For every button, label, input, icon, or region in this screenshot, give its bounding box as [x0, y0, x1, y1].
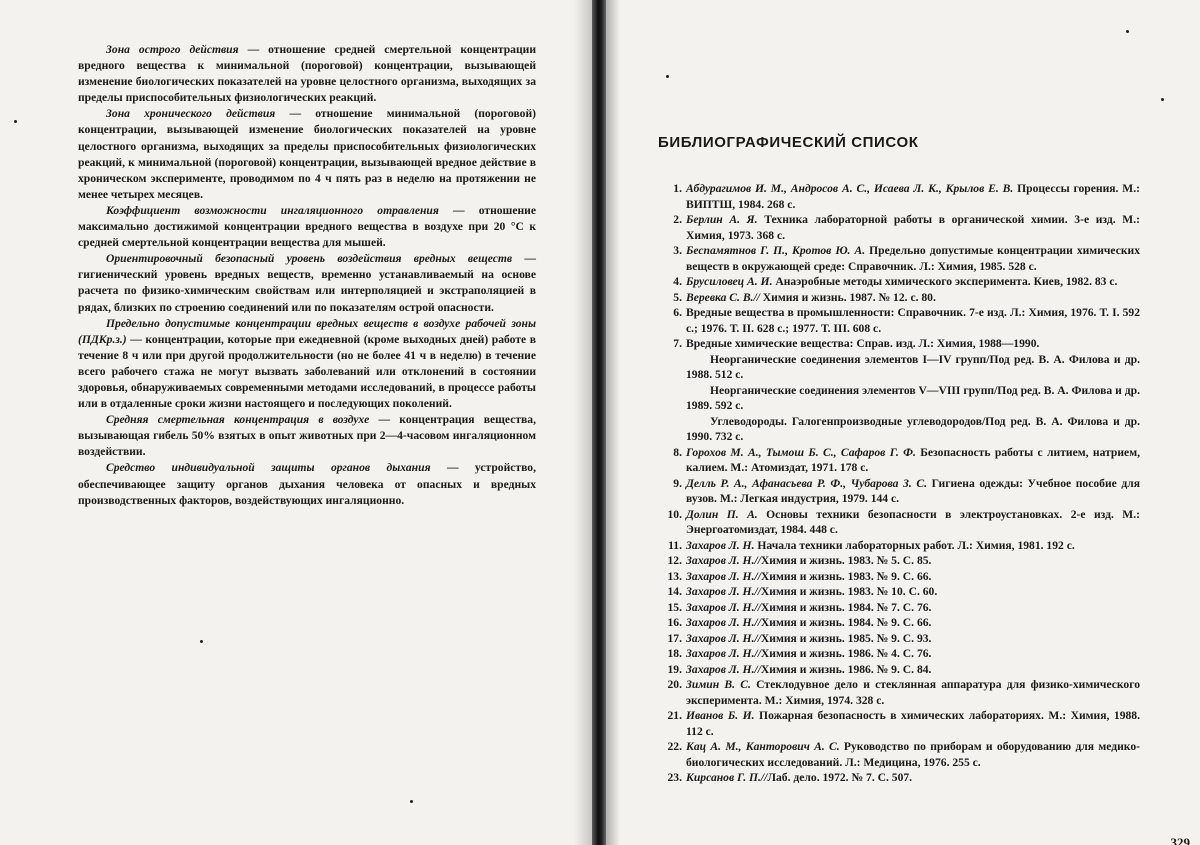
bibliography-entry [660, 243, 1140, 274]
entry-author: Зимин В. С. [686, 678, 751, 691]
glossary-paragraph [78, 106, 536, 203]
entry-author: Захаров Л. Н.// [686, 663, 761, 676]
left-page-shadow [574, 0, 592, 845]
glossary-term: Коэффициент возможности ингаляционного отравления [106, 204, 439, 217]
entry-number: 1. [660, 181, 682, 197]
right-page-shadow [606, 0, 620, 845]
entry-number: 13. [660, 569, 682, 585]
entry-text: Анаэробные методы химического эксперимента. Киев, 1982. 83 с. [772, 275, 1117, 288]
entry-text: Пожарная безопасность в химических лабораториях. М.: Химия, 1988. 112 с. [686, 709, 1140, 738]
bibliography-entry [660, 739, 1140, 770]
bibliography-entry [660, 615, 1140, 631]
glossary-definition: — отношение средней смертельной концентрации вредного вещества к минимальной (пороговой) концентрации, вызывающей изменение биологических показателей на уровне целостного организма, выходящих за пределы приспособительных физиологических реакций. [78, 43, 536, 104]
entry-author: Веревка С. В.// [686, 291, 760, 304]
entry-text: Основы техники безопасности в электроустановках. 2-е изд. М.: Энергоатомиздат, 1984. 448 с. [686, 508, 1140, 537]
entry-author: Захаров Л. Н.// [686, 647, 761, 660]
glossary-definition: — концентрации, которые при ежедневной (кроме выходных дней) работе в течение 8 ч или при другой продолжительности (но не более 41 ч в неделю) в течение всего рабочего стажа не могут вызвать заболеваний или отклонений в состоянии здоровья, обнаруживаемых современными методами исследований, в процессе работы или в отдаленные сроки жизни настоящего и последующих поколений. [78, 333, 536, 410]
bibliography-entry [660, 212, 1140, 243]
entry-author: Захаров Л. Н.// [686, 570, 761, 583]
entry-number: 10. [660, 507, 682, 523]
bibliography-entry [660, 646, 1140, 662]
entry-text: Химия и жизнь. 1985. № 9. С. 93. [761, 632, 932, 645]
bibliography-entry [660, 708, 1140, 739]
entry-author: Захаров Л. Н.// [686, 601, 761, 614]
bibliography-entry [660, 584, 1140, 600]
entry-author: Горохов М. А., Тымош Б. С., Сафаров Г. Ф. [686, 446, 916, 459]
glossary-definition: — концентрация вещества, вызывающая гибель 50% взятых в опыт животных при 2—4-часовом ингаляционном воздействии. [78, 413, 536, 458]
glossary-text [78, 42, 536, 509]
entry-text: Руководство по приборам и оборудованию для медико-биологических исследований. Л.: Медицина, 1976. 255 с. [686, 740, 1140, 769]
right-page [606, 0, 1200, 845]
glossary-paragraph [78, 203, 536, 251]
scan-speck [200, 640, 203, 643]
entry-text: Вредные химические вещества: Справ. изд. Л.: Химия, 1988—1990. [686, 337, 1039, 350]
entry-text: Процессы горения. М.: ВИПТШ, 1984. 268 с. [686, 182, 1140, 211]
entry-number: 14. [660, 584, 682, 600]
entry-author: Долин П. А. [686, 508, 758, 521]
entry-number: 7. [660, 336, 682, 352]
entry-text: Безопасность работы с литием, натрием, калием. М.: Атомиздат, 1971. 178 с. [686, 446, 1140, 475]
entry-number: 16. [660, 615, 682, 631]
scan-speck [410, 800, 413, 803]
bibliography-entry [660, 181, 1140, 212]
bibliography-entry [660, 476, 1140, 507]
entry-author: Захаров Л. Н.// [686, 632, 761, 645]
entry-text: Начала техники лабораторных работ. Л.: Химия, 1981. 192 с. [754, 539, 1074, 552]
entry-number: 17. [660, 631, 682, 647]
glossary-term: Средняя смертельная концентрация в воздухе [106, 413, 369, 426]
entry-author: Иванов Б. И. [686, 709, 755, 722]
bibliography-entry [660, 631, 1140, 647]
entry-author: Захаров Л. Н.// [686, 554, 761, 567]
entry-author: Берлин А. Я. [686, 213, 758, 226]
bibliography-entry [660, 662, 1140, 678]
entry-number: 22. [660, 739, 682, 755]
entry-text: Химия и жизнь. 1987. № 12. с. 80. [760, 291, 936, 304]
entry-text: Химия и жизнь. 1984. № 7. С. 76. [761, 601, 932, 614]
entry-text: Химия и жизнь. 1983. № 10. С. 60. [761, 585, 937, 598]
entry-author: Захаров Л. Н.// [686, 616, 761, 629]
entry-number: 8. [660, 445, 682, 461]
entry-text: Гигиена одежды: Учебное пособие для вузов. М.: Легкая индустрия, 1979. 144 с. [686, 477, 1140, 506]
bibliography-subentry: Углеводороды. Галогенпроизводные углеводородов/Под ред. В. А. Филова и др. 1990. 732 с. [686, 414, 1140, 445]
bibliography-entry [660, 290, 1140, 306]
bibliography-entry [660, 507, 1140, 538]
bibliography-subentries [660, 352, 1140, 445]
entry-author: Кирсанов Г. П.// [686, 771, 767, 784]
bibliography-entry [660, 553, 1140, 569]
bibliography-entry [660, 445, 1140, 476]
entry-author: Захаров Л. Н.// [686, 585, 761, 598]
bibliography-entry [660, 677, 1140, 708]
bibliography-entry [660, 538, 1140, 554]
bibliography-list [660, 181, 1140, 786]
glossary-term: Предельно допустимые концентрации вредных веществ в воздухе рабочей зоны (ПДКр.з.) [78, 317, 536, 346]
left-page [0, 0, 592, 845]
entry-text: Химия и жизнь. 1984. № 9. С. 66. [761, 616, 932, 629]
bibliography-subentry: Неорганические соединения элементов I—IV групп/Под ред. В. А. Филова и др. 1988. 512 с. [686, 352, 1140, 383]
entry-text: Химия и жизнь. 1983. № 5. С. 85. [761, 554, 932, 567]
entry-text: Лаб. дело. 1972. № 7. С. 507. [767, 771, 912, 784]
bibliography-entry [660, 569, 1140, 585]
entry-text: Химия и жизнь. 1986. № 4. С. 76. [761, 647, 932, 660]
scan-speck [1161, 98, 1164, 101]
entry-number: 23. [660, 770, 682, 786]
glossary-term: Зона острого действия [106, 43, 239, 56]
bibliography-entry [660, 770, 1140, 786]
entry-number: 5. [660, 290, 682, 306]
entry-number: 4. [660, 274, 682, 290]
scan-speck [14, 120, 17, 123]
glossary-definition: — устройство, обеспечивающее защиту органов дыхания человека от опасных и вредных производственных факторов, воздействующих ингаляционно. [78, 461, 536, 506]
entry-text: Химия и жизнь. 1986. № 9. С. 84. [761, 663, 932, 676]
entry-number: 3. [660, 243, 682, 259]
entry-text: Техника лабораторной работы в органической химии. 3-е изд. М.: Химия, 1973. 368 с. [686, 213, 1140, 242]
book-gutter [592, 0, 606, 845]
bibliography-title: БИБЛИОГРАФИЧЕСКИЙ СПИСОК [658, 134, 919, 151]
bibliography-entry [660, 600, 1140, 616]
entry-number: 6. [660, 305, 682, 321]
entry-number: 15. [660, 600, 682, 616]
glossary-paragraph [78, 42, 536, 106]
entry-author: Брусиловец А. И. [686, 275, 772, 288]
entry-text: Химия и жизнь. 1983. № 9. С. 66. [761, 570, 932, 583]
bibliography-subentry: Неорганические соединения элементов V—VIII групп/Под ред. В. А. Филова и др. 1989. 592 с. [686, 383, 1140, 414]
bibliography-entry [660, 336, 1140, 352]
entry-number: 9. [660, 476, 682, 492]
glossary-paragraph [78, 460, 536, 508]
glossary-definition: — отношение минимальной (пороговой) концентрации, вызывающей изменение биологических показателей на уровне целостного организма, выходящих за пределы приспособительных физиологических реакций, к минимальной (пороговой) концентрации, вызывающей вредное действие в хроническом эксперименте, проводимом по 4 ч пять раз в неделю на протяжении не менее четырех месяцев. [78, 107, 536, 200]
entry-number: 11. [660, 538, 682, 554]
glossary-term: Ориентировочный безопасный уровень воздействия вредных веществ [106, 252, 512, 265]
glossary-paragraph [78, 412, 536, 460]
entry-number: 19. [660, 662, 682, 678]
scan-speck [666, 75, 669, 78]
page-number: 329 [1171, 835, 1191, 845]
entry-author: Абдурагимов И. М., Андросов А. С., Исаева Л. К., Крылов Е. В. [686, 182, 1013, 195]
glossary-definition: — отношение максимально достижимой концентрации вредного вещества в воздухе при 20 °С к средней смертельной концентрации вещества для мышей. [78, 204, 536, 249]
entry-author: Захаров Л. Н. [686, 539, 754, 552]
glossary-definition: — гигиенический уровень вредных веществ, временно устанавливаемый на основе расчета по физико-химическим свойствам или интерполяцией и экстраполяцией в рядах, близких по строению соединений или по показателям острой опасности. [78, 252, 536, 313]
entry-text: Стеклодувное дело и стеклянная аппаратура для физико-химического эксперимента. М.: Химия, 1974. 328 с. [686, 678, 1140, 707]
entry-author: Кац А. М., Канторович А. С. [686, 740, 840, 753]
entry-text: Вредные вещества в промышленности: Справочник. 7-е изд. Л.: Химия, 1976. Т. I. 592 с.; 1976. Т. II. 628 с.; 1977. Т. III. 608 с. [686, 306, 1140, 335]
entry-author: Делль Р. А., Афанасьева Р. Ф., Чубарова З. С. [686, 477, 927, 490]
scan-speck [1126, 30, 1129, 33]
glossary-paragraph [78, 316, 536, 413]
glossary-term: Средство индивидуальной защиты органов дыхания [106, 461, 431, 474]
entry-number: 18. [660, 646, 682, 662]
entry-number: 2. [660, 212, 682, 228]
entry-text: Предельно допустимые концентрации химических веществ в окружающей среде: Справочник. Л.: Химия, 1985. 528 с. [686, 244, 1140, 273]
entry-number: 20. [660, 677, 682, 693]
entry-author: Беспамятнов Г. П., Кротов Ю. А. [686, 244, 865, 257]
glossary-term: Зона хронического действия [106, 107, 275, 120]
entry-number: 21. [660, 708, 682, 724]
glossary-paragraph [78, 251, 536, 315]
bibliography-entry [660, 305, 1140, 336]
entry-number: 12. [660, 553, 682, 569]
bibliography-entry [660, 274, 1140, 290]
